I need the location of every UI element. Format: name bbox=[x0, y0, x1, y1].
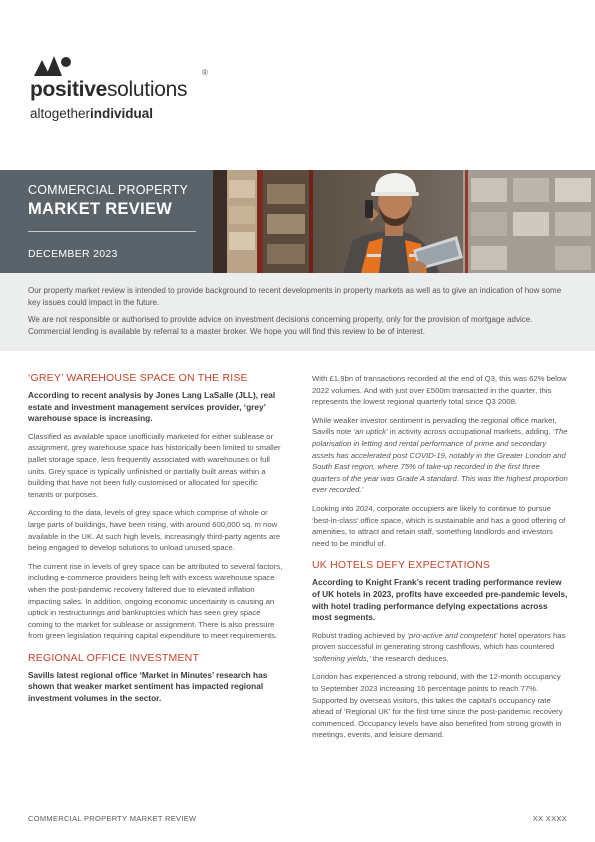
article-column-right bbox=[312, 373, 569, 748]
page-title: MARKET REVIEW bbox=[28, 200, 173, 218]
footer-title: COMMERCIAL PROPERTY MARKET REVIEW bbox=[28, 814, 197, 823]
logo-wordmark: positivesolutions bbox=[30, 78, 188, 101]
disclaimer-paragraph: We are not responsible or authorised to provide advice on investment decisions concerning property, only for the provision of mortgage advice. Commercial lending is available by referral to a master broker. We hope you will find this review to be of interest. bbox=[28, 315, 533, 336]
body-paragraph: According to the data, levels of grey space which comprise of whole or large parts of buildings, have been rising, with around 600,000 sq. m now available in the UK. At such high levels, increasingly third-party agents are being engaged to develop solutions to unload unused space. bbox=[28, 508, 281, 553]
article-column-left bbox=[28, 372, 284, 711]
section-heading-grey-warehouse: ‘GREY’ WAREHOUSE SPACE ON THE RISE bbox=[28, 372, 248, 384]
section-lead: Savills latest regional office ‘Market in Minutes’ research has shown that weaker market sentiment has impacted regional investment volumes in the sector. bbox=[28, 669, 268, 704]
body-paragraph: London has experienced a strong rebound, with the 12-month occupancy to September 2023 increasing 16 percentage points to reach 77%. Supported by overseas visitors, this takes the capital’s occupancy rate ahead of ‘Regional UK’ for the first time since the post-pandemic recovery commenced. Occupancy levels have also benefited from strong growth in meetings, events, and leisure demand. bbox=[312, 672, 563, 740]
registered-mark: ® bbox=[202, 68, 208, 77]
section-lead: According to Knight Frank’s recent trading performance review of UK hotels in 2023, profits have exceeded pre-pandemic levels, with hotel trading performance defying expectations across most segments. bbox=[312, 577, 568, 623]
body-paragraph: With £1.9bn of transactions recorded at the end of Q3, this was 62% below 2022 volumes. And with just over £500m transacted in the quarter, this represents the lowest regional quarterly total since Q3 2008. bbox=[312, 374, 567, 407]
body-paragraph: Robust trading achieved by ‘pro-active and competent’ hotel operators has proven successful in generating strong cashflows, which has countered ‘softening yields,’ the research deduces. bbox=[312, 630, 566, 663]
issue-date: DECEMBER 2023 bbox=[28, 248, 118, 260]
intro-disclaimer bbox=[0, 273, 595, 351]
logo-mark-icon bbox=[32, 54, 72, 78]
section-heading-uk-hotels: UK HOTELS DEFY EXPECTATIONS bbox=[312, 559, 491, 572]
body-paragraph: Looking into 2024, corporate occupiers are likely to continue to pursue ‘best-in-class’ office space, which is sustainable and has a good offering of amenities, to attract and retain staff, something landlords and investors need to be mindful of. bbox=[312, 503, 566, 548]
body-paragraph: Classified as available space unofficially marketed for either sublease or assignment, grey warehouse space has historically been limited to smaller pallet storage space, less frequently associated with warehouses or full units. Grey space is typically unfinished or partially built areas within a building that have not been fully customised or allocated for specific tenants or purposes. bbox=[28, 431, 281, 499]
intro-paragraph: Our property market review is intended to provide background to recent developments in property markets as well as to give an indication of how some key issues could impact in the future. bbox=[28, 286, 562, 307]
body-paragraph: The current rise in levels of grey space can be attributed to several factors, including e-commerce providers being left with excess warehouse space when the post-pandemic recovery faltered due to elevated inflation impacting sales. In addition, ongoing economic uncertainty is causing an uptick in restructurings and bankruptcies which has seen grey space coming to the market for sublease or assignment. There is also pressure from green legislation requiring capital expenditure to meet requirements. bbox=[28, 561, 283, 641]
section-heading-regional-office: REGIONAL OFFICE INVESTMENT bbox=[28, 651, 200, 664]
warehouse-worker-photo bbox=[213, 170, 595, 273]
hero-divider bbox=[28, 231, 196, 232]
hero-banner bbox=[0, 170, 595, 273]
section-lead: According to recent analysis by Jones Lang LaSalle (JLL), real estate and investment management services provider, ‘grey’ warehouse space is increasing. bbox=[28, 390, 276, 424]
logo-tagline: altogetherindividual bbox=[30, 106, 154, 121]
body-paragraph: While weaker investor sentiment is pervading the regional office market, Savills note ‘an uptick’ in activity across occupational markets, adding, ‘The polarisation in letting and rental performance of prime and secondary assets has accelerated post COVID-19, notably in the Greater London and South East region, where 75% of take-up recorded in the first three quarters of the year was Grade A standard. This was the highest proportion ever recorded.’ bbox=[312, 415, 568, 495]
hero-title-panel bbox=[0, 170, 213, 273]
footer-page-code: XX XXXX bbox=[532, 814, 567, 823]
hero-kicker: COMMERCIAL PROPERTY bbox=[28, 183, 189, 197]
warehouse-photo-illustration bbox=[213, 170, 595, 273]
brand-logo bbox=[30, 54, 230, 124]
